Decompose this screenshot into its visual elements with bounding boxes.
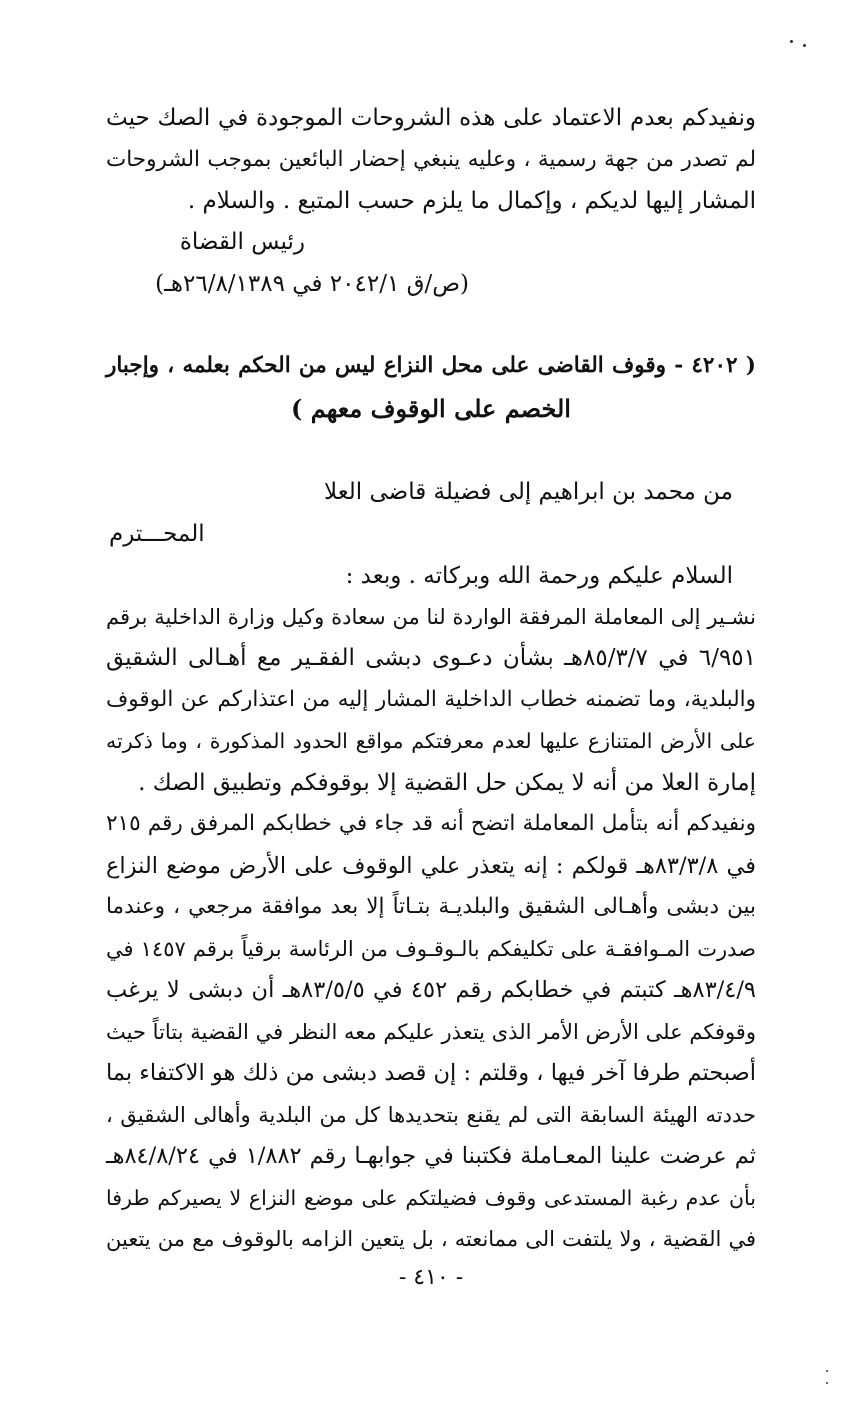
body-line-12: أصبحتم طرفا آخر فيها ، وقلتم : إن قصد دبشى من ذلك هو الاكتفاء بما [106, 1060, 756, 1086]
honorific: المحـــترم [109, 521, 205, 547]
closing-line-2: لم تصدر من جهة رسمية ، وعليه ينبغي إحضار البائعين بموجب الشروحات [106, 147, 756, 172]
body-line-14: ثم عرضت علينا المعـاملة فكتبنا في جوابهـا رقم ١/٨٨٢ في ٨٤/٨/٢٤هـ [106, 1143, 756, 1169]
body-line-4: على الأرض المتنازع عليها لعدم معرفتكم مواقع الحدود المذكورة ، وما ذكرته [106, 729, 756, 753]
signature: رئيس القضاة [179, 229, 305, 255]
body-line-8: بين دبشى وأهـالى الشقيق والبلديـة بتـاتاً إلا بعد موافقة مرجعي ، وعندما [106, 894, 756, 919]
body-line-10: ٨٣/٤/٩هـ كتبتم في خطابكم رقم ٤٥٢ في ٨٣/٥/٥هـ أن دبشى لا يرغب [106, 977, 756, 1003]
body-line-16: في القضية ، ولا يلتفت الى ممانعته ، بل يتعين الزامه بالوقوف مع من يتعين [106, 1227, 756, 1251]
greeting: السلام عليكم ورحمة الله وبركاته . وبعد : [345, 563, 733, 589]
closing-line-3: المشار إليها لديكم ، وإكمال ما يلزم حسب المتبع . والسلام . [187, 188, 756, 214]
body-line-5: إمارة العلا من أنه لا يمكن حل القضية إلا بوقوفكم وتطبيق الصك . [138, 770, 756, 796]
scan-speck [826, 1382, 828, 1384]
scan-speck [826, 1370, 828, 1372]
closing-line-1: ونفيدكم بعدم الاعتماد على هذه الشروحات الموجودة في الصك حيث [106, 105, 756, 131]
body-line-3: والبلدية، وما تضمنه خطاب الداخلية المشار إليه من اعتذاركم عن الوقوف [106, 687, 756, 712]
section-title-line-1: ( ٤٢٠٢ - وقوف القاضى على محل النزاع ليس من الحكم بعلمه ، وإجبار [106, 353, 756, 378]
scan-speck [790, 40, 793, 43]
body-line-13: حددته الهيئة السابقة التى لم يقنع بتحديدها كل من البلدية وأهالى الشقيق ، [106, 1103, 756, 1127]
body-line-1: نشـير إلى المعاملة المرفقة الواردة لنا من سعادة وكيل وزارة الداخلية برقم [106, 605, 756, 629]
scan-speck [803, 44, 806, 47]
addressee: من محمد بن ابراهيم إلى فضيلة قاضى العلا [323, 479, 733, 505]
body-line-6: ونفيدكم أنه بتأمل المعاملة اتضح أنه قد جاء في خطابكم المرفق رقم ٢١٥ [106, 811, 756, 836]
body-line-2: ٦/٩٥١ في ٨٥/٣/٧هـ بشأن دعـوى دبشى الفقـير مع أهـالى الشقيق [106, 645, 757, 671]
body-line-9: صدرت المـوافقـة على تكليفكم بالـوقـوف من الرئاسة برقياً برقم ١٤٥٧ في [106, 937, 756, 961]
page-number: - ٤١٠ - [398, 1265, 464, 1290]
body-line-11: وقوفكم على الأرض الأمر الذى يتعذر عليكم معه النظر في القضية بتاتاً حيث [106, 1020, 756, 1044]
reference-number: (ص/ق ٢٠٤٢/١ في ٢٦/٨/١٣٨٩هـ) [155, 271, 469, 297]
body-line-7: في ٨٣/٣/٨هـ قولكم : إنه يتعذر علي الوقوف على الأرض موضع النزاع [106, 853, 756, 879]
body-line-15: بأن عدم رغبة المستدعى وقوف فضيلتكم على موضع النزاع لا يصيركم طرفا [106, 1186, 756, 1210]
section-title-line-2: الخصم على الوقوف معهم ) [291, 394, 571, 423]
